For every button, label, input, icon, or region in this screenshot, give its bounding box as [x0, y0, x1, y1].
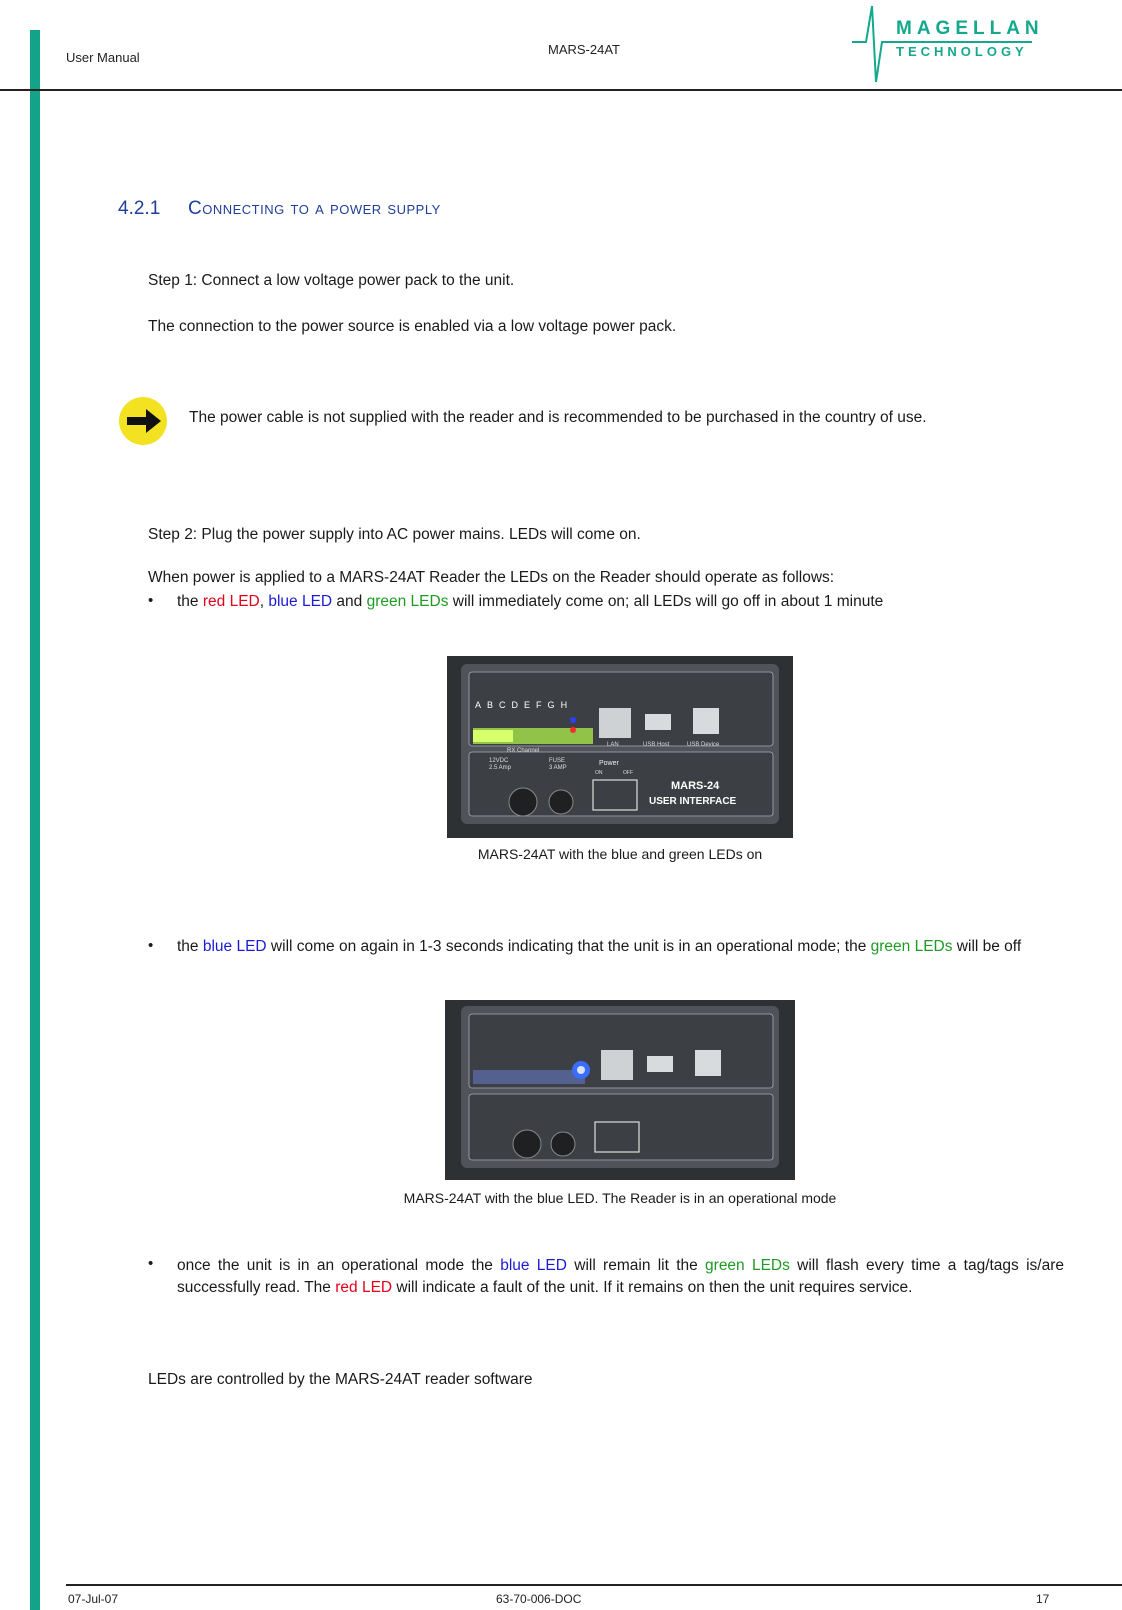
blue-led-term: blue LED [500, 1257, 567, 1274]
channel-letter-a: A [475, 700, 488, 710]
fuse-title: FUSE [549, 758, 566, 764]
reader-illustration [447, 656, 793, 838]
reader-operational-illustration [445, 1000, 795, 1180]
arrow-note-icon [118, 396, 168, 446]
channel-letters [475, 700, 573, 710]
green-leds-term: green LEDs [366, 593, 449, 610]
bullet-3-middle-2: will flash every time a tag/tags is/are successfully read. The [177, 1257, 1064, 1296]
bullet-marker: • [148, 937, 154, 954]
red-led-term: red LED [202, 593, 260, 610]
bullet-marker: • [148, 1255, 154, 1272]
page-number: 17 [1036, 1592, 1050, 1606]
fuse-label [549, 758, 567, 772]
power-input-voltage: 12VDC [489, 758, 509, 764]
section-number: 4.2.1 [118, 198, 161, 219]
bullet-2-prefix: the [177, 938, 203, 955]
bullet-2-rest: will be off [952, 938, 1022, 955]
section-title: Connecting to a power supply [188, 198, 441, 219]
channel-letter-g: G [547, 700, 561, 710]
footer-doc-number: 63-70-006-DOC [496, 1592, 582, 1606]
user-interface-label: USER INTERFACE [649, 796, 737, 807]
channel-letter-h: H [560, 700, 574, 710]
bullet-3-middle-1: will remain lit the [566, 1257, 706, 1274]
blue-led-term: blue LED [268, 593, 333, 610]
figure-1-caption: MARS-24AT with the blue and green LEDs on [477, 846, 763, 862]
header-left-label: User Manual [66, 50, 140, 65]
bullet-1-rest: will immediately come on; all LEDs will go off in about 1 minute [448, 593, 884, 610]
green-leds-term: green LEDs [870, 938, 953, 955]
channel-letter-f: F [536, 700, 548, 710]
reader-photo-blue-led [445, 1000, 795, 1180]
channel-letter-b: B [487, 700, 500, 710]
power-input-label [489, 758, 511, 772]
logo-divider [896, 41, 1032, 43]
step-1-text: Step 1: Connect a low voltage power pack to the unit. [148, 272, 515, 289]
note-text: The power cable is not supplied with the reader and is recommended to be purchased in the country of use. [189, 409, 927, 426]
rx-channel-label: RX Channel [507, 748, 540, 754]
green-leds-term: green LEDs [705, 1257, 790, 1274]
power-input-amp: 2.5 Amp [489, 765, 512, 771]
header-rule [0, 89, 1122, 91]
fuse-amp: 3 AMP [549, 765, 567, 771]
figure-2-caption: MARS-24AT with the blue LED. The Reader is in an operational mode [403, 1190, 837, 1206]
footer-date: 07-Jul-07 [68, 1592, 119, 1606]
left-accent-bar [30, 30, 40, 1610]
bullet-2-middle: will come on again in 1-3 seconds indicating that the unit is in an operational mode; the [266, 938, 871, 955]
bullet-1-text [177, 592, 1067, 612]
intro-paragraph: The connection to the power source is enabled via a low voltage power pack. [148, 318, 677, 335]
bullet-1-separator: , [259, 593, 269, 610]
header-center-label: MARS-24AT [548, 42, 620, 57]
power-label: Power [599, 760, 619, 767]
bullet-3-text [177, 1255, 1064, 1299]
usb-host-label: USB Host [643, 742, 670, 748]
section-heading [118, 198, 441, 220]
magellan-logo [852, 2, 1044, 86]
channel-letter-c: C [499, 700, 512, 710]
logo-word-magellan: MAGELLAN [896, 18, 1044, 39]
bullet-3-rest: will indicate a fault of the unit. If it remains on then the unit requires service. [392, 1279, 913, 1296]
bullet-2-text [177, 937, 1064, 957]
power-on-label: ON [595, 770, 603, 776]
lan-label: LAN [607, 742, 619, 748]
bullet-1-prefix: the [177, 593, 203, 610]
model-label: MARS-24 [671, 780, 720, 792]
power-off-label: OFF [623, 770, 633, 776]
step-2-text: Step 2: Plug the power supply into AC power mains. LEDs will come on. [148, 526, 641, 543]
usb-device-label: USB Device [687, 742, 720, 748]
bullet-1-and: and [332, 593, 367, 610]
red-led-term: red LED [335, 1279, 393, 1296]
bullet-marker: • [148, 592, 154, 609]
channel-letter-e: E [524, 700, 537, 710]
bullet-3-prefix: once the unit is in an operational mode the [177, 1257, 501, 1274]
logo-word-technology: TECHNOLOGY [896, 44, 1028, 59]
footer-rule [66, 1584, 1122, 1586]
closing-paragraph: LEDs are controlled by the MARS-24AT reader software [148, 1371, 533, 1388]
reader-photo-all-leds [447, 656, 793, 838]
power-on-paragraph: When power is applied to a MARS-24AT Reader the LEDs on the Reader should operate as follows: [148, 569, 835, 586]
channel-letter-d: D [511, 700, 525, 710]
blue-led-term: blue LED [202, 938, 267, 955]
